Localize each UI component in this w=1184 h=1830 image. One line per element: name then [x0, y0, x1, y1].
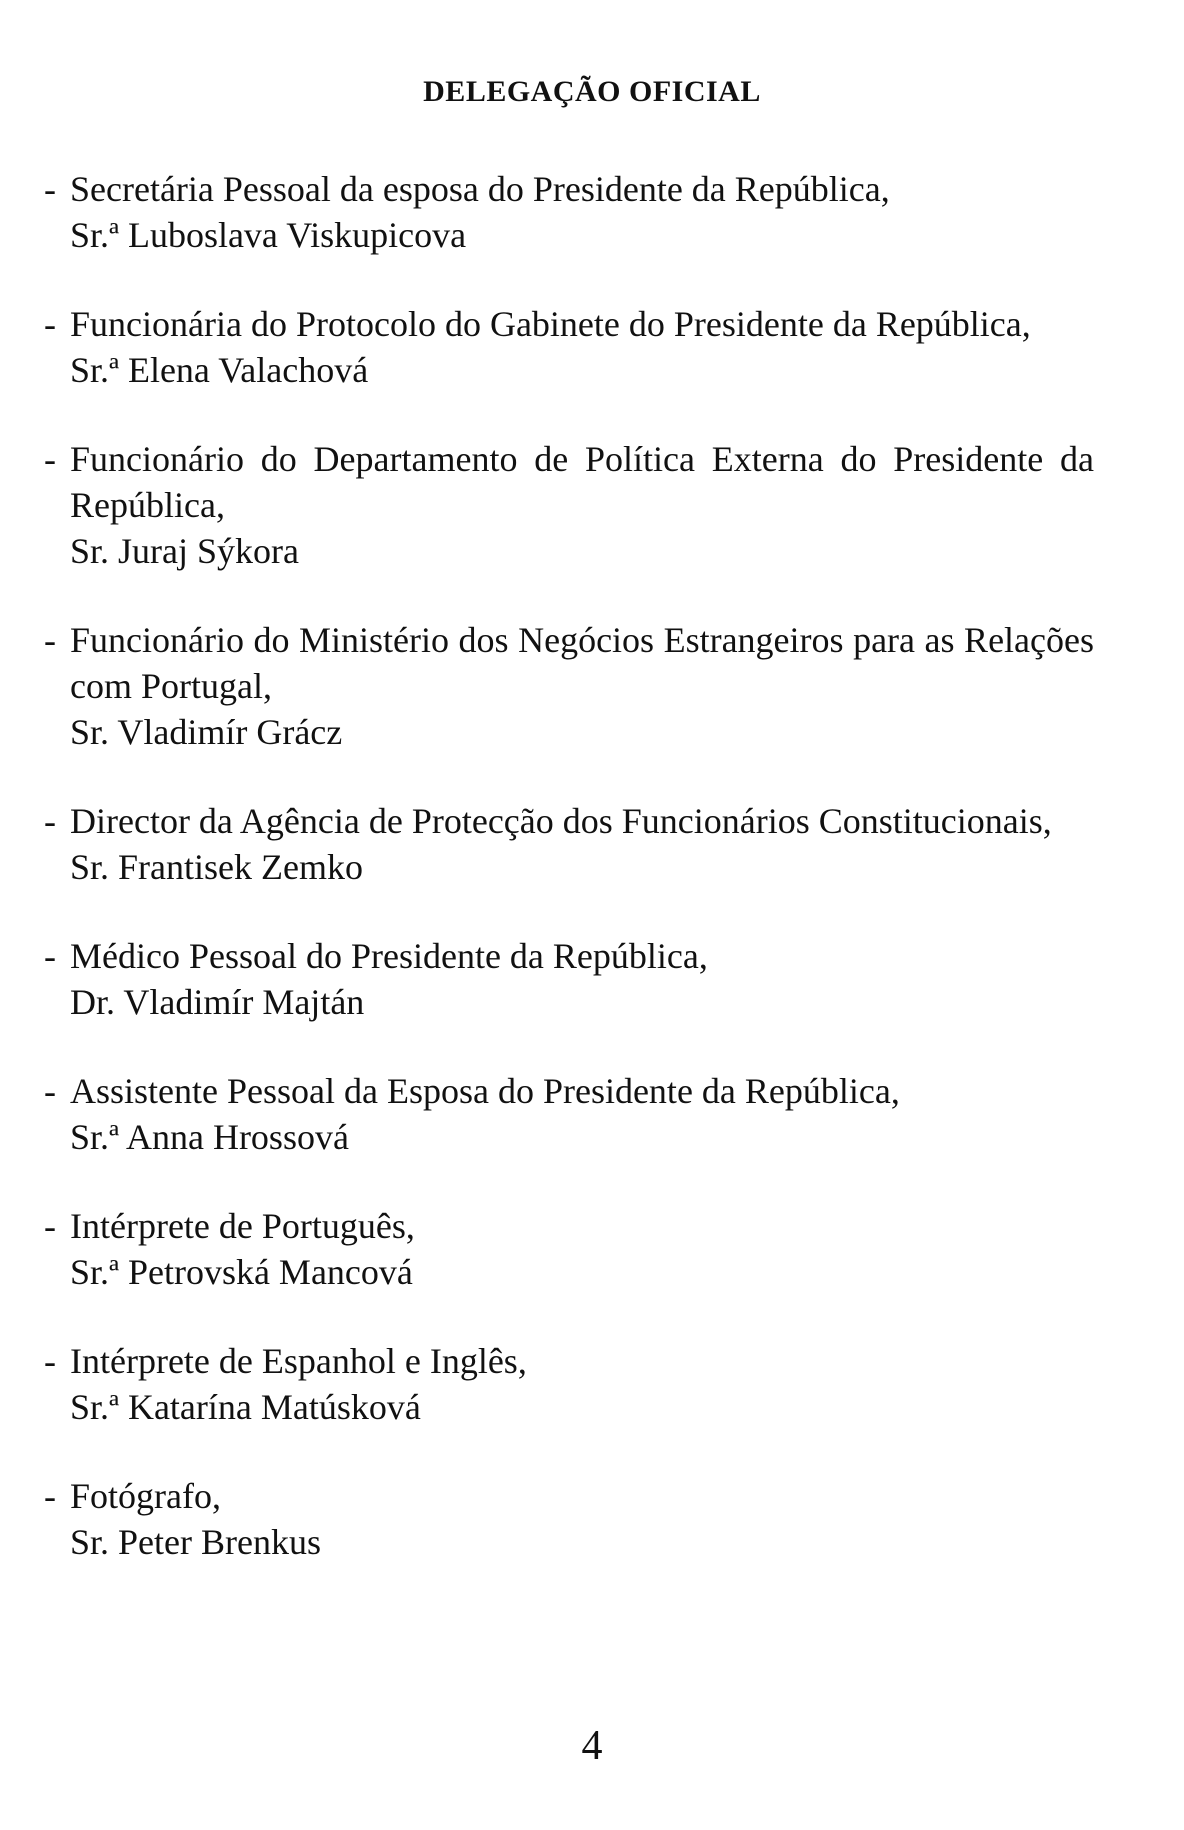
entry-name: Sr. Vladimír Grácz — [70, 712, 343, 752]
page-title: DELEGAÇÃO OFICIAL — [423, 75, 761, 108]
list-item — [44, 436, 1094, 574]
list-bullet: - — [44, 1206, 56, 1246]
list-bullet: - — [44, 1476, 56, 1516]
list-bullet: - — [44, 620, 56, 660]
list-bullet: - — [44, 169, 56, 209]
entry-name: Sr.ª Elena Valachová — [70, 350, 369, 390]
entry-name: Sr.ª Petrovská Mancová — [70, 1252, 413, 1292]
entry-role: Secretária Pessoal da esposa do Presidente da República, — [70, 169, 890, 209]
list-bullet: - — [44, 936, 56, 976]
list-item — [44, 1068, 1094, 1160]
entry-role: Intérprete de Português, — [70, 1206, 415, 1246]
list-item — [44, 798, 1094, 890]
list-item — [44, 1203, 1094, 1295]
entry-name: Sr.ª Anna Hrossová — [70, 1117, 349, 1157]
page-number: 4 — [581, 1723, 603, 1769]
entry-role: Fotógrafo, — [70, 1476, 221, 1516]
entry-name: Sr.ª Luboslava Viskupicova — [70, 215, 467, 255]
list-item — [44, 617, 1094, 755]
entry-name: Sr. Juraj Sýkora — [70, 531, 299, 571]
list-bullet: - — [44, 801, 56, 841]
list-item — [44, 1473, 1094, 1565]
list-bullet: - — [44, 1341, 56, 1381]
delegation-list — [44, 166, 1094, 1608]
entry-role: Assistente Pessoal da Esposa do Presidente da República, — [70, 1071, 900, 1111]
list-bullet: - — [44, 1071, 56, 1111]
entry-name: Dr. Vladimír Majtán — [70, 982, 365, 1022]
entry-role: Director da Agência de Protecção dos Funcionários Constitucionais, — [70, 801, 1052, 841]
entry-role: Médico Pessoal do Presidente da República, — [70, 936, 708, 976]
entry-role: Funcionário do Ministério dos Negócios Estrangeiros para as Relações com Portugal, — [70, 620, 1094, 706]
entry-name: Sr.ª Katarína Matúsková — [70, 1387, 421, 1427]
entry-role: Funcionário do Departamento de Política Externa do Presidente da República, — [70, 439, 1094, 525]
list-item — [44, 301, 1094, 393]
list-bullet: - — [44, 304, 56, 344]
list-item — [44, 1338, 1094, 1430]
entry-role: Funcionária do Protocolo do Gabinete do Presidente da República, — [70, 304, 1031, 344]
entry-name: Sr. Peter Brenkus — [70, 1522, 321, 1562]
list-bullet: - — [44, 439, 56, 479]
entry-name: Sr. Frantisek Zemko — [70, 847, 363, 887]
entry-role: Intérprete de Espanhol e Inglês, — [70, 1341, 527, 1381]
list-item — [44, 933, 1094, 1025]
list-item — [44, 166, 1094, 258]
